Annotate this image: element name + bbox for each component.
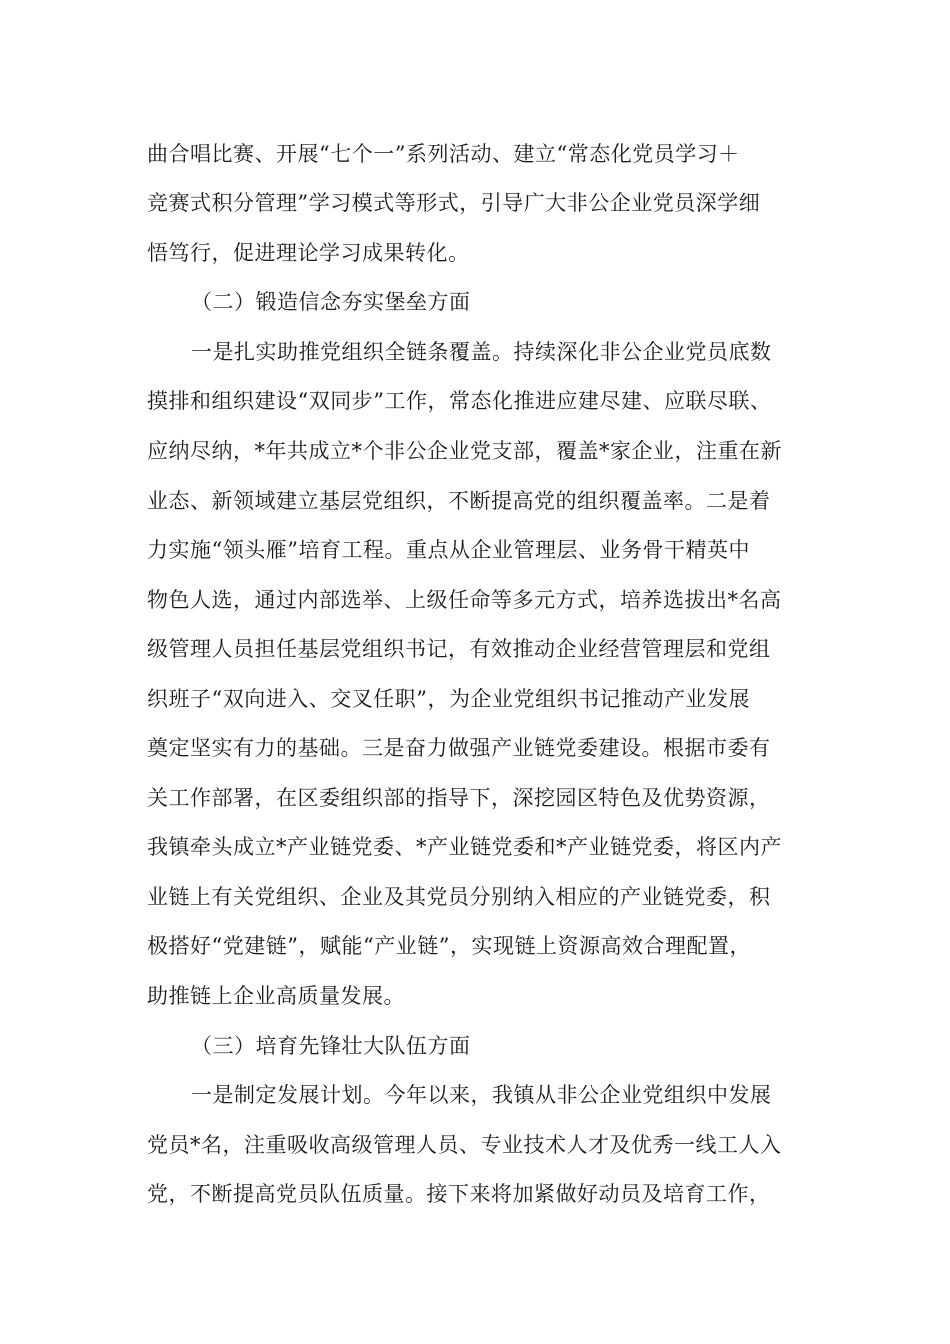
paragraph-line: 悟笃行，促进理论学习成果转化。 [147,241,470,265]
paragraph-line: 极搭好“党建链”，赋能“产业链”，实现链上资源高效合理配置， [147,934,751,958]
paragraph-line: 织班子“双向进入、交叉任职”，为企业党组织书记推动产业发展 [147,687,750,711]
paragraph-line: 助推链上企业高质量发展。 [147,984,405,1008]
paragraph-line: 奠定坚实有力的基础。三是奋力做强产业链党委建设。根据市委有 [147,736,771,760]
section-heading: （二）锻造信念夯实堡垒方面 [191,290,471,314]
paragraph-line: 应纳尽纳，*年共成立*个非公企业党支部，覆盖*家企业，注重在新 [147,439,782,463]
paragraph-line: 一是扎实助推党组织全链条覆盖。持续深化非公企业党员底数 [191,340,772,364]
paragraph-line: 业链上有关党组织、企业及其党员分别纳入相应的产业链党委，积 [147,885,771,909]
paragraph-line: 力实施“领头雁”培育工程。重点从企业管理层、业务骨干精英中 [147,538,750,562]
paragraph-line: 我镇牵头成立*产业链党委、*产业链党委和*产业链党委，将区内产 [147,835,782,859]
paragraph-line: 业态、新领域建立基层党组织，不断提高党的组织覆盖率。二是着 [147,489,771,513]
paragraph-line: 党员*名，注重吸收高级管理人员、专业技术人才及优秀一线工人入 [147,1133,782,1157]
section-heading: （三）培育先锋壮大队伍方面 [191,1034,471,1058]
paragraph-line: 竞赛式积分管理”学习模式等形式，引导广大非公企业党员深学细 [147,191,761,215]
paragraph-line: 曲合唱比赛、开展“七个一”系列活动、建立“常态化党员学习＋ [147,142,740,166]
paragraph-line: 物色人选，通过内部选举、上级任命等多元方式，培养选拔出*名高 [147,588,782,612]
paragraph-line: 党，不断提高党员队伍质量。接下来将加紧做好动员及培育工作， [147,1182,771,1206]
paragraph-line: 摸排和组织建设“双同步”工作，常态化推进应建尽建、应联尽联、 [147,389,772,413]
paragraph-line: 级管理人员担任基层党组织书记，有效推动企业经营管理层和党组 [147,637,771,661]
paragraph-line: 一是制定发展计划。今年以来，我镇从非公企业党组织中发展 [191,1083,772,1107]
paragraph-line: 关工作部署，在区委组织部的指导下，深挖园区特色及优势资源， [147,786,771,810]
